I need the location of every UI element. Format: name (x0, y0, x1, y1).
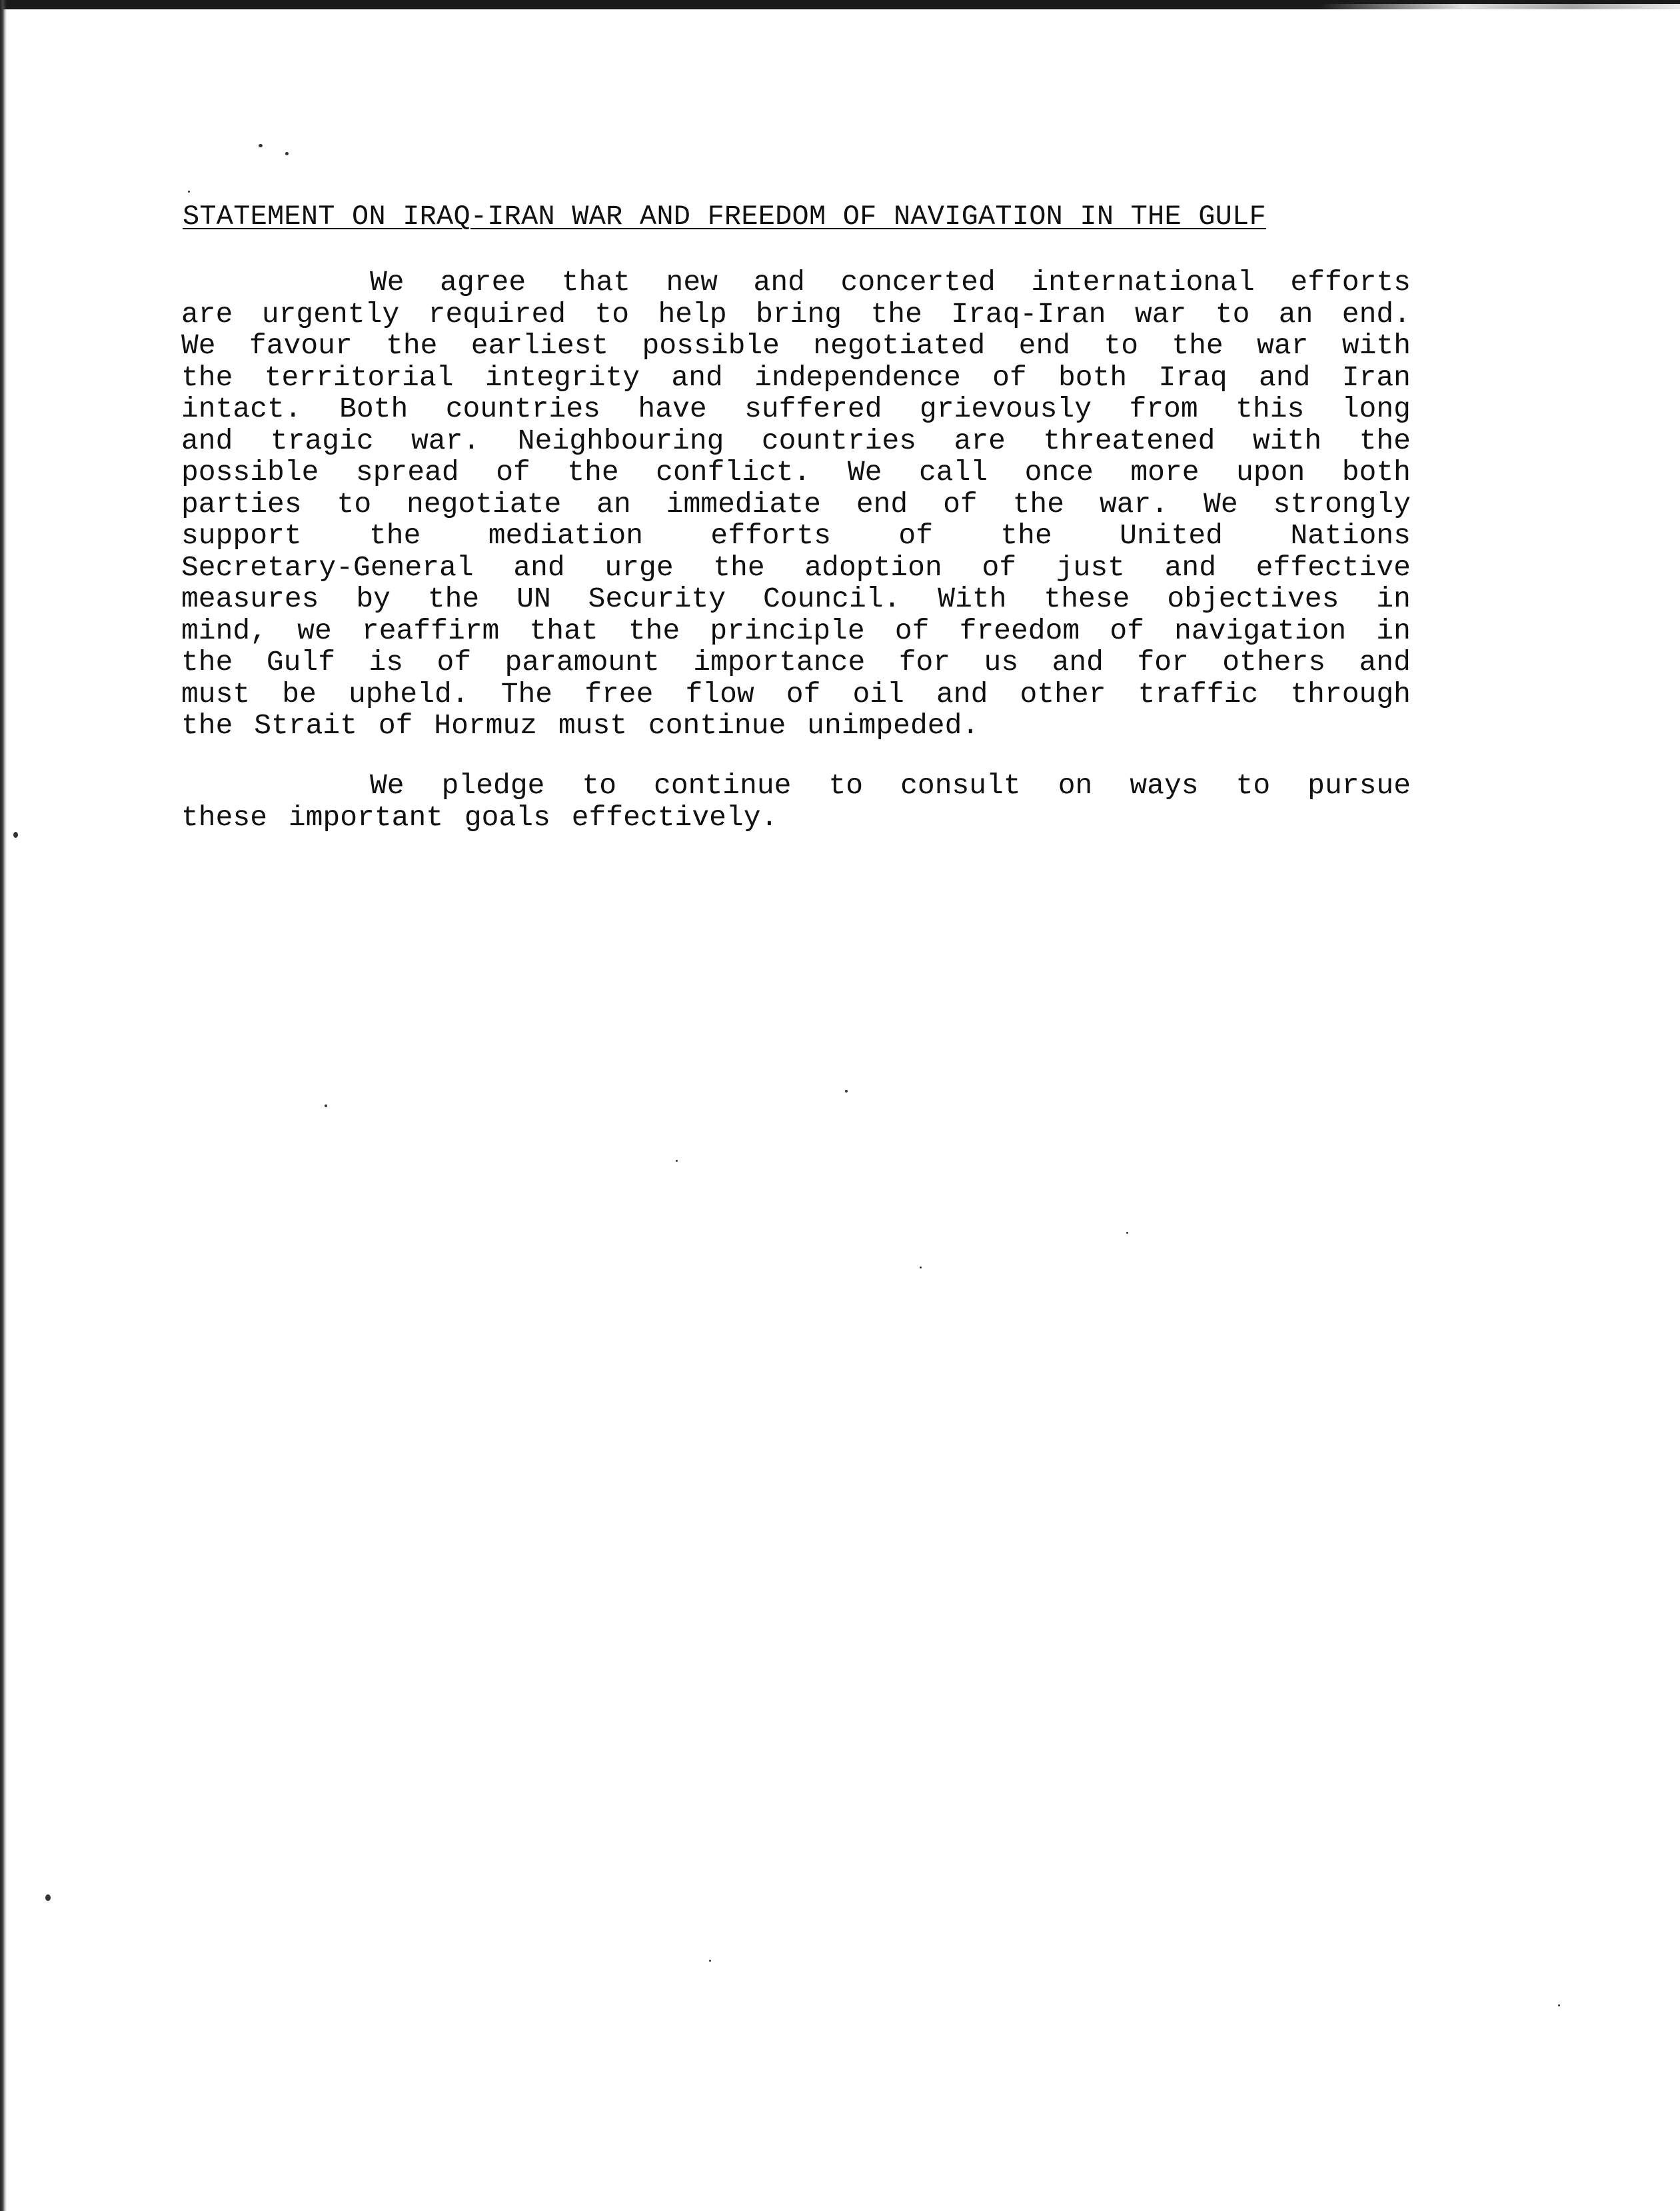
word: are (954, 424, 1006, 457)
paragraph-line: the Strait of Hormuz must continue unimpeded. (181, 709, 980, 742)
paragraph-line (181, 393, 1411, 425)
word: the (870, 297, 922, 331)
word: intact. (181, 393, 302, 425)
word: in (1376, 583, 1411, 615)
scan-speck (676, 1160, 678, 1162)
word: international (1031, 266, 1255, 299)
word: tragic (270, 424, 374, 457)
word: and (753, 266, 805, 299)
word: us (984, 646, 1019, 679)
word: immediate (666, 487, 821, 521)
word: these (1044, 583, 1130, 615)
word: Secretary-General (181, 551, 474, 584)
word: from (1129, 393, 1198, 425)
word: ways (1130, 769, 1199, 802)
word: is (369, 646, 404, 679)
word: support (181, 519, 302, 552)
word: of (982, 551, 1017, 584)
word: and (671, 361, 723, 394)
word: favour (249, 329, 353, 362)
word: UN (516, 583, 551, 615)
scan-speck (13, 832, 18, 838)
paragraph-line (181, 770, 1411, 802)
word: integrity (484, 361, 640, 394)
word: once (1024, 456, 1094, 489)
word: with (1341, 329, 1411, 362)
scan-left-border (0, 0, 7, 2211)
word: the (628, 614, 680, 647)
word: the (369, 519, 421, 552)
word: to (337, 487, 372, 521)
paragraph-line (181, 299, 1411, 331)
word: for (1137, 646, 1189, 679)
word: in (1376, 614, 1411, 647)
paragraph-line (181, 679, 1411, 711)
word: of (898, 519, 933, 552)
word: more (1130, 456, 1200, 489)
word: Council. (762, 583, 901, 615)
word: on (1058, 769, 1093, 802)
paragraph-line (181, 362, 1411, 394)
word: the (181, 361, 233, 394)
word: independence (754, 361, 961, 394)
word: others (1222, 646, 1326, 679)
word: just (1056, 551, 1125, 584)
word: grievously (919, 393, 1092, 425)
word: free (584, 677, 654, 711)
word: Both (339, 393, 409, 425)
word: war. (411, 424, 480, 457)
word: end. (1341, 297, 1411, 331)
word: mediation (488, 519, 644, 552)
paragraph-line (181, 583, 1411, 615)
word: that (561, 266, 630, 299)
word: other (1020, 677, 1106, 711)
word: and (1052, 646, 1104, 679)
word: both (1058, 361, 1128, 394)
word: objectives (1167, 583, 1339, 615)
word: mind, (181, 614, 268, 647)
word: an (596, 487, 631, 521)
word: for (898, 646, 951, 679)
word: and (513, 551, 565, 584)
word: bring (756, 297, 842, 331)
word: of (894, 614, 930, 647)
word: principle (710, 614, 865, 647)
paragraph-line: these important goals effectively. (181, 801, 778, 834)
word: freedom (959, 614, 1080, 647)
word: countries (445, 393, 600, 425)
word: to (1236, 769, 1271, 802)
word: territorial (264, 361, 454, 394)
word: With (938, 583, 1007, 615)
word: conflict. (656, 456, 811, 489)
word: help (658, 297, 727, 331)
word: an (1278, 297, 1313, 331)
paragraph-line (181, 425, 1411, 457)
word: have (638, 393, 707, 425)
scan-speck (325, 1105, 327, 1107)
word: continue (654, 769, 792, 802)
word: agree (440, 266, 526, 299)
word: United (1120, 519, 1223, 552)
word: to (582, 769, 617, 802)
word: The (500, 677, 553, 711)
word: must (181, 677, 251, 711)
word: pursue (1307, 769, 1411, 802)
word: and (1259, 361, 1311, 394)
word: efforts (710, 519, 832, 552)
word: earliest (470, 329, 609, 362)
word: that (529, 614, 598, 647)
paragraph-line (181, 615, 1411, 647)
word: reaffirm (361, 614, 500, 647)
paragraph-line (181, 330, 1411, 362)
word: upheld. (348, 677, 469, 711)
word: Neighbouring (517, 424, 724, 457)
word: parties (181, 487, 302, 521)
scan-speck (1558, 2004, 1560, 2006)
word: consult (900, 769, 1021, 802)
word: negotiate (407, 487, 562, 521)
word: concerted (840, 266, 996, 299)
paragraph-line (181, 647, 1411, 679)
word: of (496, 456, 530, 489)
word: both (1341, 456, 1411, 489)
word: the (567, 456, 619, 489)
paragraph-line (181, 267, 1411, 299)
word: the (1012, 487, 1065, 521)
word: pledge (441, 769, 545, 802)
word: of (786, 677, 821, 711)
body-paragraph-1 (181, 267, 1411, 742)
word: Iran (1341, 361, 1411, 394)
word: and (1164, 551, 1217, 584)
scan-speck (188, 191, 190, 193)
word: adoption (804, 551, 942, 584)
word: negotiated (813, 329, 986, 362)
word: We (847, 456, 882, 489)
word: We (370, 266, 405, 299)
word: through (1290, 677, 1411, 711)
word: traffic (1138, 677, 1259, 711)
word: countries (761, 424, 917, 457)
word: spread (355, 456, 459, 489)
word: war (1134, 297, 1187, 331)
word: suffered (744, 393, 882, 425)
word: possible (642, 329, 780, 362)
word: oil (852, 677, 904, 711)
paragraph-line (181, 457, 1411, 489)
word: and (1359, 646, 1411, 679)
word: We (181, 329, 216, 362)
word: Nations (1290, 519, 1411, 552)
word: the (1172, 329, 1224, 362)
scan-speck (845, 1090, 848, 1093)
word: and (181, 424, 233, 457)
word: by (356, 583, 391, 615)
word: We (1204, 487, 1238, 521)
scan-speck (920, 1266, 922, 1268)
word: the (181, 646, 233, 679)
scan-speck (709, 1960, 711, 1962)
scan-speck (259, 144, 263, 147)
word: to (594, 297, 630, 331)
word: the (427, 583, 480, 615)
word: required (428, 297, 566, 331)
word: Security (588, 583, 726, 615)
word: end (856, 487, 908, 521)
body-paragraph-2 (181, 770, 1411, 833)
word: the (1359, 424, 1411, 457)
word: threatened (1043, 424, 1216, 457)
word: Iraq (1158, 361, 1228, 394)
scan-speck (45, 1894, 51, 1901)
scan-speck (285, 152, 289, 155)
word: possible (181, 456, 319, 489)
word: to (1104, 329, 1138, 362)
word: of (943, 487, 978, 521)
paragraph-line (181, 520, 1411, 552)
word: the (713, 551, 765, 584)
word: end (1018, 329, 1071, 362)
word: war (1257, 329, 1309, 362)
word: urgently (261, 297, 400, 331)
word: war. (1099, 487, 1169, 521)
paragraph-line (181, 552, 1411, 584)
word: to (828, 769, 864, 802)
document-title: STATEMENT ON IRAQ-IRAN WAR AND FREEDOM OF NAVIGATION IN THE GULF (183, 201, 1266, 233)
word: upon (1236, 456, 1305, 489)
word: navigation (1174, 614, 1347, 647)
word: with (1252, 424, 1322, 457)
word: paramount (504, 646, 660, 679)
word: Iraq-Iran (951, 297, 1106, 331)
word: and (936, 677, 988, 711)
word: we (297, 614, 332, 647)
word: new (666, 266, 718, 299)
word: the (386, 329, 438, 362)
word: We (370, 769, 405, 802)
paragraph-line (181, 489, 1411, 521)
scan-top-border-fade (1319, 4, 1680, 12)
word: efforts (1290, 266, 1411, 299)
word: flow (685, 677, 754, 711)
word: long (1341, 393, 1411, 425)
word: this (1236, 393, 1305, 425)
word: are (181, 297, 233, 331)
word: effective (1256, 551, 1411, 584)
word: urge (604, 551, 674, 584)
word: measures (181, 583, 319, 615)
word: call (918, 456, 988, 489)
word: of (992, 361, 1027, 394)
word: of (436, 646, 472, 679)
word: be (282, 677, 317, 711)
word: Gulf (266, 646, 336, 679)
word: importance (693, 646, 866, 679)
word: of (1110, 614, 1144, 647)
scan-speck (1126, 1232, 1128, 1234)
word: the (1000, 519, 1052, 552)
word: strongly (1273, 487, 1411, 521)
word: to (1215, 297, 1250, 331)
